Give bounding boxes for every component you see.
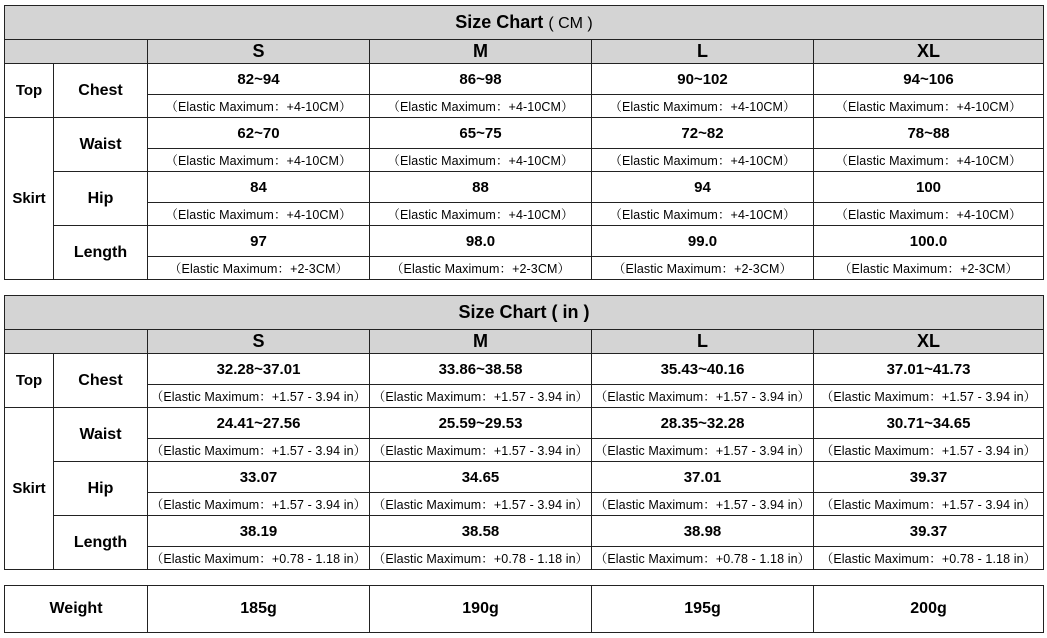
cm-waist-m: 65~75 bbox=[370, 118, 592, 149]
cm-size-header-l: L bbox=[592, 40, 814, 64]
in-hip-note-m: （Elastic Maximum：+1.57 - 3.94 in） bbox=[370, 493, 592, 516]
in-length-note-m: （Elastic Maximum：+0.78 - 1.18 in） bbox=[370, 547, 592, 570]
in-waist-m: 25.59~29.53 bbox=[370, 408, 592, 439]
in-waist-s: 24.41~27.56 bbox=[148, 408, 370, 439]
cm-length-l: 99.0 bbox=[592, 226, 814, 257]
in-hip-s: 33.07 bbox=[148, 462, 370, 493]
in-row-label-chest: Chest bbox=[54, 354, 148, 408]
cm-chest-note-row bbox=[5, 95, 1044, 118]
in-length-note-xl: （Elastic Maximum：+0.78 - 1.18 in） bbox=[814, 547, 1044, 570]
cm-size-header-xl: XL bbox=[814, 40, 1044, 64]
in-size-header-row bbox=[5, 330, 1044, 354]
cm-waist-note-xl: （Elastic Maximum：+4-10CM） bbox=[814, 149, 1044, 172]
in-chest-m: 33.86~38.58 bbox=[370, 354, 592, 385]
cm-chest-value-row bbox=[5, 64, 1044, 95]
cm-chest-note-xl: （Elastic Maximum：+4-10CM） bbox=[814, 95, 1044, 118]
cm-length-xl: 100.0 bbox=[814, 226, 1044, 257]
in-length-m: 38.58 bbox=[370, 516, 592, 547]
in-waist-note-xl: （Elastic Maximum：+1.57 - 3.94 in） bbox=[814, 439, 1044, 462]
cm-length-note-l: （Elastic Maximum：+2-3CM） bbox=[592, 257, 814, 280]
cm-title-row bbox=[5, 6, 1044, 40]
cm-hip-m: 88 bbox=[370, 172, 592, 203]
cm-chest-note-l: （Elastic Maximum：+4-10CM） bbox=[592, 95, 814, 118]
cm-length-note-s: （Elastic Maximum：+2-3CM） bbox=[148, 257, 370, 280]
cm-row-label-waist: Waist bbox=[54, 118, 148, 172]
in-waist-value-row bbox=[5, 408, 1044, 439]
cm-waist-note-l: （Elastic Maximum：+4-10CM） bbox=[592, 149, 814, 172]
size-chart-in-table bbox=[4, 295, 1044, 570]
in-title-row bbox=[5, 296, 1044, 330]
weight-xl: 200g bbox=[814, 586, 1044, 633]
in-hip-note-l: （Elastic Maximum：+1.57 - 3.94 in） bbox=[592, 493, 814, 516]
cm-waist-note-s: （Elastic Maximum：+4-10CM） bbox=[148, 149, 370, 172]
cm-waist-value-row bbox=[5, 118, 1044, 149]
in-waist-xl: 30.71~34.65 bbox=[814, 408, 1044, 439]
in-size-header-xl: XL bbox=[814, 330, 1044, 354]
in-chest-l: 35.43~40.16 bbox=[592, 354, 814, 385]
cm-group-top: Top bbox=[5, 64, 54, 118]
in-header-blank bbox=[5, 330, 148, 354]
in-waist-note-s: （Elastic Maximum：+1.57 - 3.94 in） bbox=[148, 439, 370, 462]
in-row-label-waist: Waist bbox=[54, 408, 148, 462]
cm-chest-note-m: （Elastic Maximum：+4-10CM） bbox=[370, 95, 592, 118]
cm-title-text: Size Chart bbox=[455, 12, 544, 32]
cm-waist-s: 62~70 bbox=[148, 118, 370, 149]
in-chest-note-s: （Elastic Maximum：+1.57 - 3.94 in） bbox=[148, 385, 370, 408]
in-chest-value-row bbox=[5, 354, 1044, 385]
cm-chart-title bbox=[5, 6, 1044, 40]
weight-l: 195g bbox=[592, 586, 814, 633]
in-chest-xl: 37.01~41.73 bbox=[814, 354, 1044, 385]
in-waist-note-m: （Elastic Maximum：+1.57 - 3.94 in） bbox=[370, 439, 592, 462]
cm-row-label-chest: Chest bbox=[54, 64, 148, 118]
weight-table bbox=[4, 585, 1044, 633]
in-chest-note-row bbox=[5, 385, 1044, 408]
cm-chest-m: 86~98 bbox=[370, 64, 592, 95]
cm-group-skirt: Skirt bbox=[5, 118, 54, 280]
in-hip-note-row bbox=[5, 493, 1044, 516]
cm-chest-note-s: （Elastic Maximum：+4-10CM） bbox=[148, 95, 370, 118]
cm-length-value-row bbox=[5, 226, 1044, 257]
in-length-value-row bbox=[5, 516, 1044, 547]
in-size-header-m: M bbox=[370, 330, 592, 354]
weight-label: Weight bbox=[5, 586, 148, 633]
cm-chest-l: 90~102 bbox=[592, 64, 814, 95]
in-length-l: 38.98 bbox=[592, 516, 814, 547]
in-row-label-hip: Hip bbox=[54, 462, 148, 516]
cm-length-s: 97 bbox=[148, 226, 370, 257]
weight-m: 190g bbox=[370, 586, 592, 633]
cm-length-note-xl: （Elastic Maximum：+2-3CM） bbox=[814, 257, 1044, 280]
cm-row-label-hip: Hip bbox=[54, 172, 148, 226]
in-chest-note-xl: （Elastic Maximum：+1.57 - 3.94 in） bbox=[814, 385, 1044, 408]
cm-hip-value-row bbox=[5, 172, 1044, 203]
in-chart-title: Size Chart ( in ) bbox=[5, 296, 1044, 330]
cm-row-label-length: Length bbox=[54, 226, 148, 280]
in-row-label-length: Length bbox=[54, 516, 148, 570]
cm-header-blank bbox=[5, 40, 148, 64]
in-hip-l: 37.01 bbox=[592, 462, 814, 493]
cm-waist-xl: 78~88 bbox=[814, 118, 1044, 149]
in-length-note-row bbox=[5, 547, 1044, 570]
cm-hip-s: 84 bbox=[148, 172, 370, 203]
in-length-note-s: （Elastic Maximum：+0.78 - 1.18 in） bbox=[148, 547, 370, 570]
in-size-header-l: L bbox=[592, 330, 814, 354]
in-length-xl: 39.37 bbox=[814, 516, 1044, 547]
cm-chest-xl: 94~106 bbox=[814, 64, 1044, 95]
in-hip-xl: 39.37 bbox=[814, 462, 1044, 493]
in-hip-m: 34.65 bbox=[370, 462, 592, 493]
in-length-s: 38.19 bbox=[148, 516, 370, 547]
cm-waist-note-row bbox=[5, 149, 1044, 172]
cm-length-note-row bbox=[5, 257, 1044, 280]
cm-hip-l: 94 bbox=[592, 172, 814, 203]
weight-row bbox=[5, 586, 1044, 633]
cm-length-note-m: （Elastic Maximum：+2-3CM） bbox=[370, 257, 592, 280]
in-length-note-l: （Elastic Maximum：+0.78 - 1.18 in） bbox=[592, 547, 814, 570]
cm-waist-l: 72~82 bbox=[592, 118, 814, 149]
cm-hip-xl: 100 bbox=[814, 172, 1044, 203]
cm-chest-s: 82~94 bbox=[148, 64, 370, 95]
cm-hip-note-xl: （Elastic Maximum：+4-10CM） bbox=[814, 203, 1044, 226]
cm-hip-note-row bbox=[5, 203, 1044, 226]
in-waist-note-l: （Elastic Maximum：+1.57 - 3.94 in） bbox=[592, 439, 814, 462]
in-group-top: Top bbox=[5, 354, 54, 408]
cm-waist-note-m: （Elastic Maximum：+4-10CM） bbox=[370, 149, 592, 172]
in-waist-note-row bbox=[5, 439, 1044, 462]
cm-title-unit: ( CM ) bbox=[548, 15, 593, 32]
cm-size-header-m: M bbox=[370, 40, 592, 64]
in-group-skirt: Skirt bbox=[5, 408, 54, 570]
cm-hip-note-s: （Elastic Maximum：+4-10CM） bbox=[148, 203, 370, 226]
size-chart-cm-table bbox=[4, 5, 1044, 280]
cm-length-m: 98.0 bbox=[370, 226, 592, 257]
in-waist-l: 28.35~32.28 bbox=[592, 408, 814, 439]
in-size-header-s: S bbox=[148, 330, 370, 354]
in-chest-note-l: （Elastic Maximum：+1.57 - 3.94 in） bbox=[592, 385, 814, 408]
cm-size-header-s: S bbox=[148, 40, 370, 64]
cm-hip-note-l: （Elastic Maximum：+4-10CM） bbox=[592, 203, 814, 226]
cm-hip-note-m: （Elastic Maximum：+4-10CM） bbox=[370, 203, 592, 226]
in-chest-note-m: （Elastic Maximum：+1.57 - 3.94 in） bbox=[370, 385, 592, 408]
in-hip-note-xl: （Elastic Maximum：+1.57 - 3.94 in） bbox=[814, 493, 1044, 516]
in-hip-note-s: （Elastic Maximum：+1.57 - 3.94 in） bbox=[148, 493, 370, 516]
in-chest-s: 32.28~37.01 bbox=[148, 354, 370, 385]
cm-size-header-row bbox=[5, 40, 1044, 64]
weight-s: 185g bbox=[148, 586, 370, 633]
in-hip-value-row bbox=[5, 462, 1044, 493]
